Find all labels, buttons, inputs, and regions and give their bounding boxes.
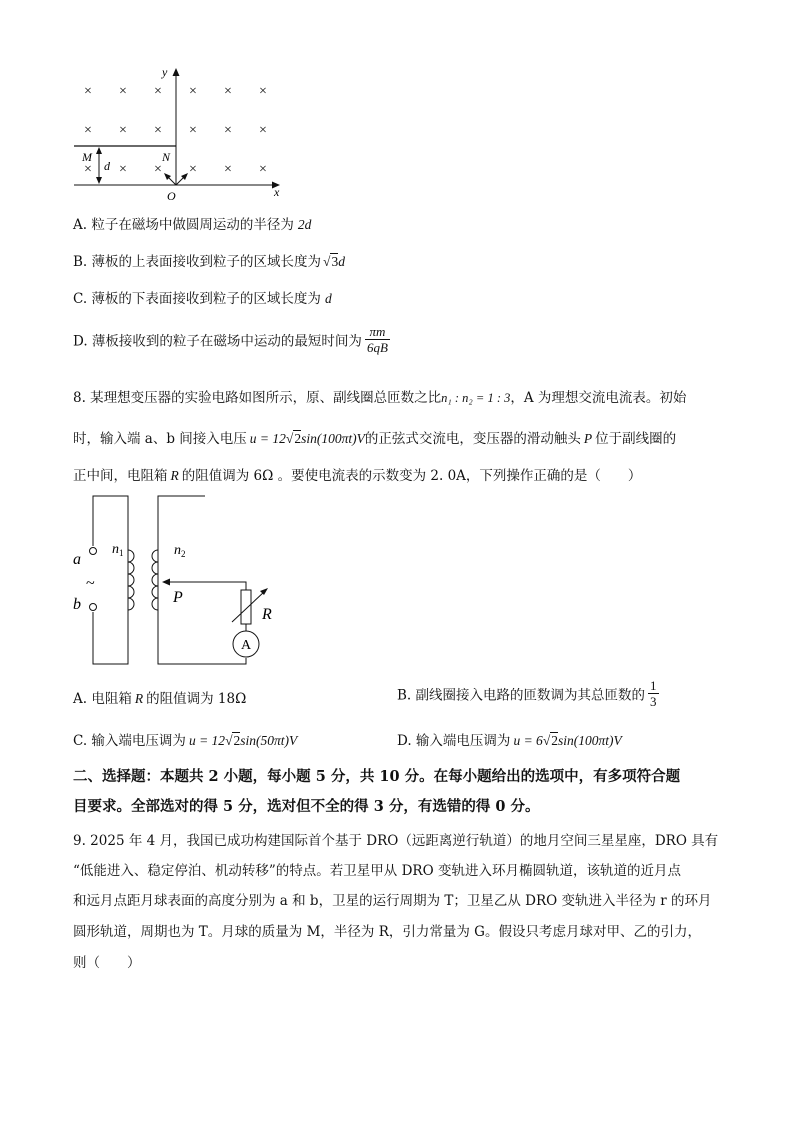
- q9-line-2: “低能进入、稳定停泊、机动转移”的特点。若卫星甲从 DRO 变轨进入环月椭圆轨道，该轨道的近月点: [73, 863, 681, 879]
- dimension-arrow-bottom: [96, 177, 102, 184]
- field-cross: ×: [224, 162, 232, 177]
- field-cross: ×: [84, 84, 92, 99]
- option-a-expr: 2d: [297, 217, 312, 232]
- label-b: b: [73, 596, 81, 613]
- q9-line-5: 则（ ）: [73, 955, 141, 971]
- slider-arrowhead: [162, 579, 170, 586]
- label-N: N: [162, 150, 171, 164]
- label-R: R: [262, 606, 272, 623]
- field-cross: ×: [119, 84, 127, 99]
- label-n1: $n_1$: [112, 542, 124, 558]
- ammeter-label: A: [241, 638, 252, 653]
- secondary-wire: [158, 496, 246, 664]
- q8-option-c: C. 输入端电压调为 u = 12√2sin(50πt)V: [73, 733, 298, 749]
- field-cross: ×: [154, 162, 162, 177]
- option-c-var: d: [324, 291, 332, 306]
- q8-option-a: A. 电阻箱 R 的阻值调为 18Ω: [73, 691, 247, 707]
- q8-option-b: B. 副线圈接入电路的匝数调为其总匝数的 $\frac{1}{3}$: [397, 678, 657, 709]
- label-a: a: [73, 551, 81, 568]
- option-a-text: A. 粒子在磁场中做圆周运动的半径为: [73, 217, 294, 233]
- section-2-heading-line-1: 二、选择题：本题共 2 小题，每小题 5 分，共 10 分。在每小题给出的选项中，有多项符合题: [73, 768, 681, 785]
- origin-label: O: [167, 189, 176, 203]
- option-b-var: d: [338, 254, 345, 269]
- label-P: P: [173, 589, 183, 606]
- label-d: d: [104, 159, 110, 173]
- primary-coil: [128, 550, 134, 610]
- field-cross: ×: [259, 162, 267, 177]
- q7-option-b: [73, 250, 345, 270]
- field-cross: ×: [84, 162, 92, 177]
- field-cross: ×: [259, 84, 267, 99]
- transformer-circuit-figure: [70, 490, 290, 670]
- field-cross: ×: [84, 123, 92, 138]
- option-b-fraction: $\frac{1}{3}$: [650, 678, 657, 709]
- field-cross: ×: [119, 123, 127, 138]
- q9-line-3: 和远月点距月球表面的高度分别为 a 和 b，卫星的运行周期为 T；卫星乙从 DRO 变轨进入半径为 r 的环月: [73, 893, 712, 909]
- field-cross: ×: [189, 84, 197, 99]
- option-b-text: B. 薄板的上表面接收到粒子的区域长度为: [73, 254, 322, 270]
- q7-option-c: [73, 287, 332, 307]
- label-n2: $n_2$: [174, 543, 186, 559]
- label-tilde: ~: [86, 575, 95, 592]
- field-cross: ×: [154, 84, 162, 99]
- q9-line-4: 圆形轨道，周期也为 T。月球的质量为 M，半径为 R，引力常量为 G。假设只考虑月球对甲、乙的引力，: [73, 924, 701, 940]
- x-axis-label: x: [274, 185, 280, 199]
- label-M: M: [82, 150, 92, 164]
- field-cross: ×: [259, 123, 267, 138]
- y-axis-label: y: [162, 65, 168, 79]
- field-cross: ×: [189, 162, 197, 177]
- q8-line-2: 时，输入端 a、b 间接入电压 u = 12√2sin(100πt)V的正弦式交流电，变压器的滑动触头 P 位于副线圈的: [73, 431, 677, 447]
- field-cross: ×: [224, 123, 232, 138]
- dimension-arrow-top: [96, 147, 102, 154]
- q7-option-d: [73, 324, 390, 355]
- q7-option-a: [73, 213, 311, 233]
- field-cross: ×: [119, 162, 127, 177]
- terminal-b: [90, 604, 97, 611]
- option-d-text: D. 薄板接收到的粒子在磁场中运动的最短时间为: [73, 333, 362, 350]
- q8-option-d: D. 输入端电压调为 u = 6√2sin(100πt)V: [397, 733, 622, 749]
- y-axis-arrow: [173, 68, 180, 76]
- resistor-box: [241, 590, 251, 624]
- secondary-coil: [152, 550, 158, 610]
- section-2-heading-line-2: 目要求。全部选对的得 5 分，选对但不全的得 3 分，有选错的得 0 分。: [73, 798, 540, 815]
- q8-line-3: 正中间，电阻箱 R 的阻值调为 6Ω 。要使电流表的示数变为 2. 0A，下列操作正确的是（ ）: [73, 468, 642, 484]
- option-c-text: C. 薄板的下表面接收到粒子的区域长度为: [73, 291, 321, 307]
- field-cross: ×: [189, 123, 197, 138]
- q9-line-1: 9. 2025 年 4 月，我国已成功构建国际首个基于 DRO（远距离逆行轨道）的地月空间三星星座，DRO 具有: [73, 833, 719, 849]
- field-cross: ×: [154, 123, 162, 138]
- field-cross: ×: [224, 84, 232, 99]
- magnetic-field-figure: [70, 62, 290, 204]
- q8-line-1: 8. 某理想变压器的实验电路如图所示，原、副线圈总匝数之比n₁ : n₂ = 1 : 3，A 为理想交流电流表。初始: [73, 390, 687, 406]
- option-d-fraction: $\frac{\pi m}{6qB}$: [366, 324, 388, 355]
- option-b-sqrt: √3: [323, 254, 339, 269]
- turns-ratio: n₁ : n₂ = 1 : 3: [441, 391, 511, 405]
- variable-arrow-line: [232, 591, 265, 622]
- terminal-a: [90, 548, 97, 555]
- primary-wire: [93, 496, 128, 664]
